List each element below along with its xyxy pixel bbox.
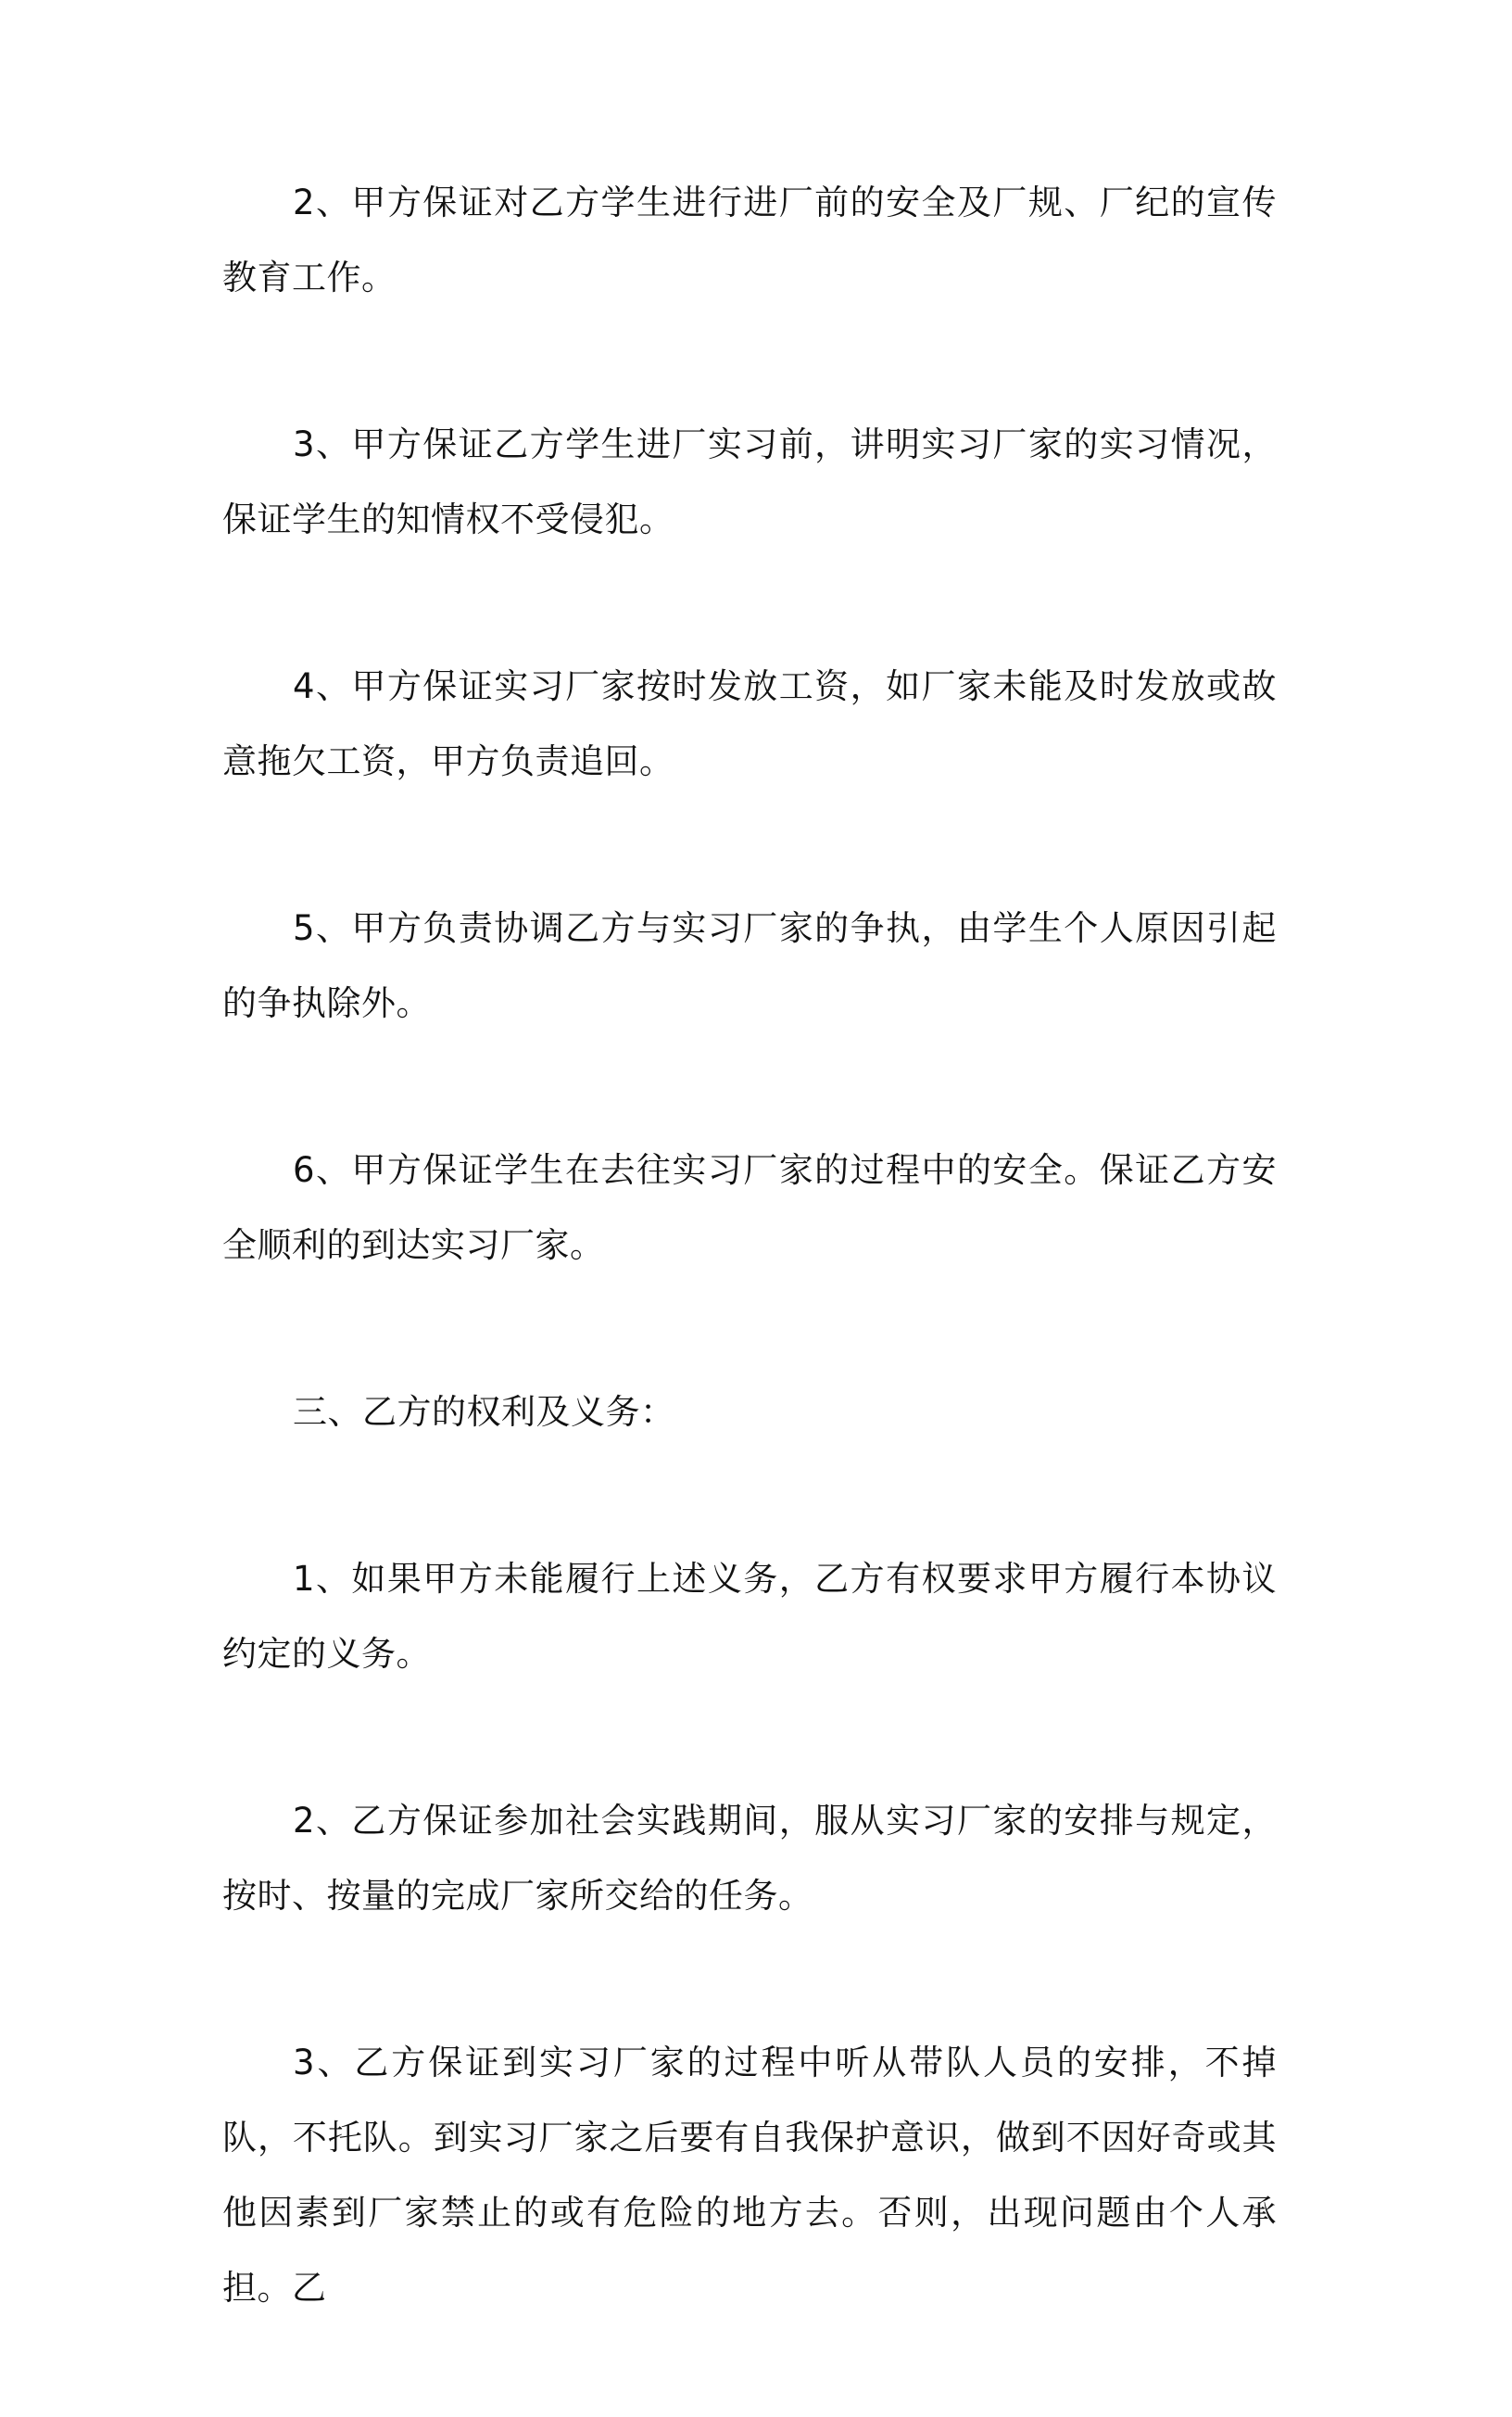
clause-party-b-3: 3、乙方保证到实习厂家的过程中听从带队人员的安排，不掉队，不托队。到实习厂家之后要有自我保护意识，做到不因好奇或其他因素到厂家禁止的或有危险的地方去。否则，出现问题由个人承担。乙	[222, 2043, 1277, 2308]
clause-party-b-1: 1、如果甲方未能履行上述义务，乙方有权要求甲方履行本协议约定的义务。	[222, 1559, 1277, 1674]
document-body	[222, 165, 1277, 2417]
section-heading-party-b: 三、乙方的权利及义务：	[293, 1392, 675, 1432]
clause-party-a-6: 6、甲方保证学生在去往实习厂家的过程中的安全。保证乙方安全顺利的到达实习厂家。	[222, 1150, 1277, 1265]
clause-party-a-5: 5、甲方负责协调乙方与实习厂家的争执，由学生个人原因引起的争执除外。	[222, 908, 1277, 1023]
clause-party-a-4: 4、甲方保证实习厂家按时发放工资，如厂家未能及时发放或故意拖欠工资，甲方负责追回。	[222, 666, 1277, 781]
clause-party-b-2: 2、乙方保证参加社会实践期间，服从实习厂家的安排与规定，按时、按量的完成厂家所交给的任务。	[222, 1801, 1277, 1916]
clause-party-a-2: 2、甲方保证对乙方学生进行进厂前的安全及厂规、厂纪的宣传教育工作。	[222, 183, 1277, 297]
clause-party-a-3: 3、甲方保证乙方学生进厂实习前，讲明实习厂家的实习情况，保证学生的知情权不受侵犯。	[222, 424, 1277, 539]
